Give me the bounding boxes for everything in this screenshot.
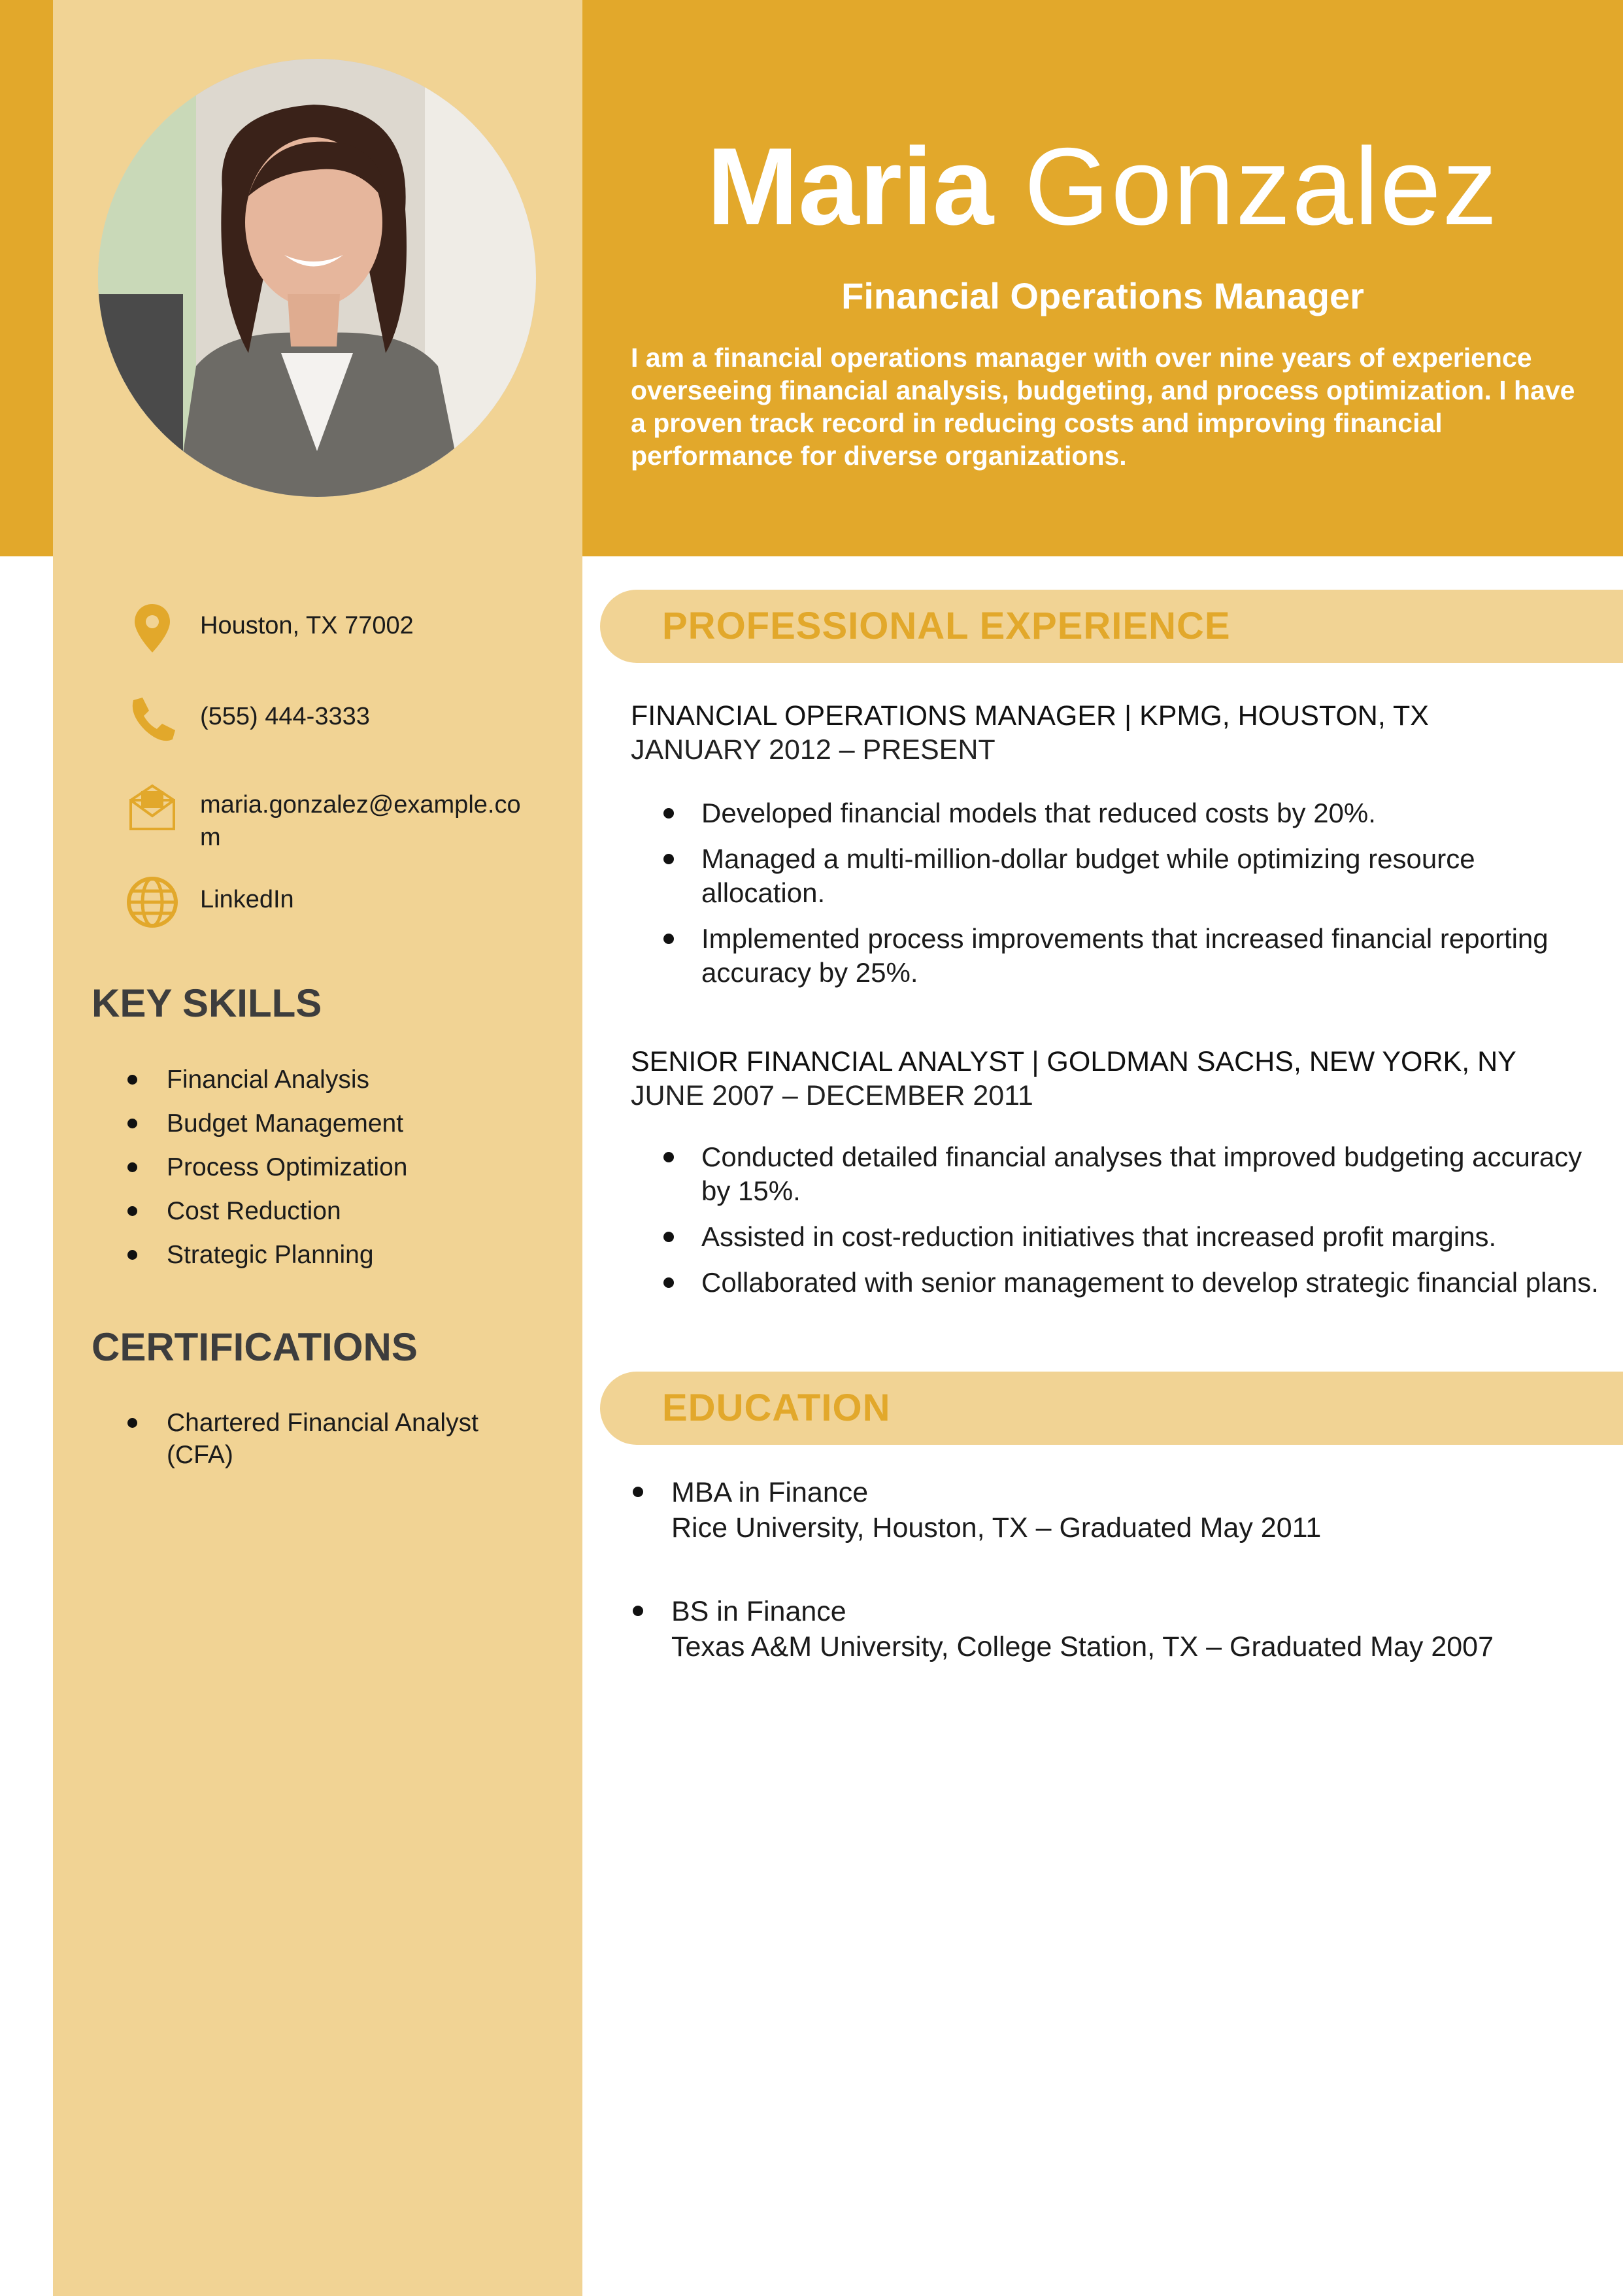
summary: I am a financial operations manager with over nine years of experience overseeing financial analysis, budgeting, and process optimization. I have a proven track record in reducing costs and improving financial performance for diverse organizations. [631,343,1575,471]
phone-icon [124,691,180,747]
location-pin-icon [124,600,180,656]
first-name: Maria [707,125,994,248]
phone-text: (555) 444-3333 [200,703,370,730]
skills-heading: KEY SKILLS [92,981,322,1025]
skill-item: Strategic Planning [127,1239,546,1271]
candidate-name [582,125,1623,248]
experience-section-header [600,590,1623,663]
skills-list [127,1064,546,1283]
job-bullet: Collaborated with senior management to develop strategic financial plans. [663,1266,1605,1300]
education-entry [631,1594,1623,1664]
job-bullet: Managed a multi-million-dollar budget while optimizing resource allocation. [663,842,1605,910]
education-institution: Rice University, Houston, TX – Graduated May 2011 [671,1512,1322,1544]
job-title: Financial Operations Manager [841,275,1364,316]
certifications-list [127,1407,546,1483]
job-1-title: FINANCIAL OPERATIONS MANAGER | KPMG, HOUSTON, TX [631,700,1429,732]
job-2-bullets [663,1140,1605,1311]
certifications-heading: CERTIFICATIONS [92,1325,418,1369]
skill-item: Cost Reduction [127,1195,546,1227]
education-heading: EDUCATION [662,1387,891,1429]
contact-phone [124,691,556,747]
certification-item: Chartered Financial Analyst (CFA) [127,1407,546,1471]
email-link[interactable]: maria.gonzalez@example.com [200,791,521,851]
contact-linkedin [124,874,556,930]
experience-heading: PROFESSIONAL EXPERIENCE [662,605,1231,647]
job-1-bullets [663,796,1605,1002]
job-bullet: Conducted detailed financial analyses that improved budgeting accuracy by 15%. [663,1140,1605,1208]
skill-item: Process Optimization [127,1151,546,1183]
contact-location [124,600,556,656]
education-section-header [600,1372,1623,1445]
location-text: Houston, TX 77002 [200,612,414,639]
job-2-dates: JUNE 2007 – DECEMBER 2011 [631,1080,1033,1111]
skill-item: Financial Analysis [127,1064,546,1096]
job-bullet: Developed financial models that reduced costs by 20%. [663,796,1605,830]
globe-icon [124,874,180,930]
education-degree: BS in Finance [671,1596,846,1627]
job-1-dates: JANUARY 2012 – PRESENT [631,734,996,766]
email-icon [124,779,180,836]
last-name: Gonzalez [1024,125,1499,248]
job-2-title: SENIOR FINANCIAL ANALYST | GOLDMAN SACHS, NEW YORK, NY [631,1046,1516,1077]
job-bullet: Assisted in cost-reduction initiatives that increased profit margins. [663,1220,1605,1254]
profile-photo [98,59,536,497]
skill-item: Budget Management [127,1107,546,1140]
contact-email [124,779,556,854]
job-bullet: Implemented process improvements that increased financial reporting accuracy by 25%. [663,922,1605,990]
linkedin-link[interactable]: LinkedIn [200,886,294,913]
education-entry [631,1475,1623,1545]
education-degree: MBA in Finance [671,1477,869,1508]
education-institution: Texas A&M University, College Station, TX – Graduated May 2007 [671,1631,1494,1663]
